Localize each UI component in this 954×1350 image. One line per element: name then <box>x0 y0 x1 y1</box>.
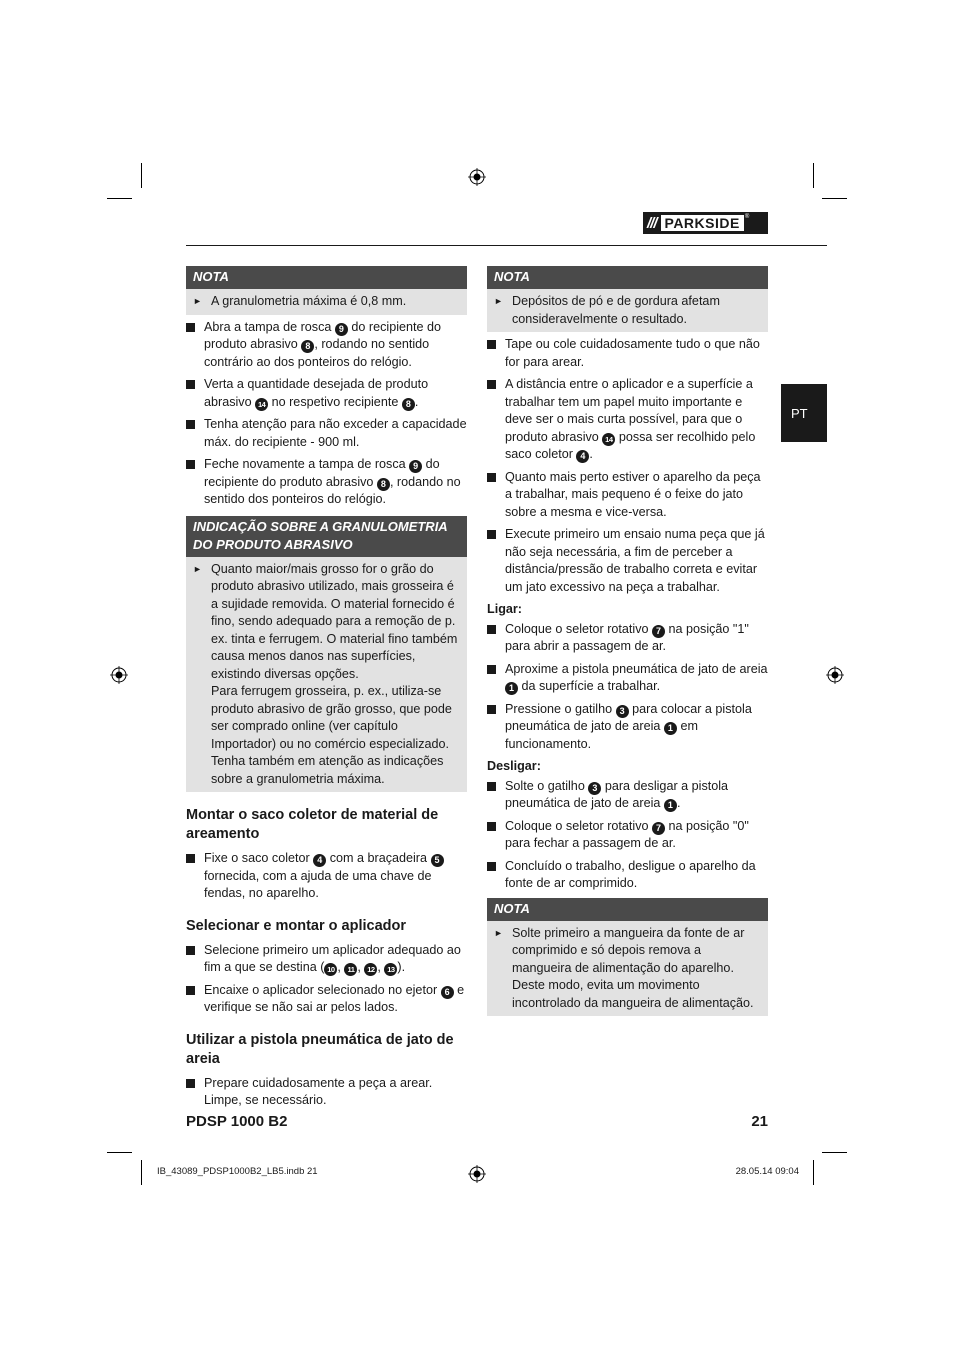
slug-date: 28.05.14 09:04 <box>735 1166 799 1177</box>
page-number: 21 <box>751 1113 768 1130</box>
crop-mark <box>141 163 142 188</box>
list-item: Execute primeiro um ensaio numa peça que já não seja necessária, a fim de perceber a distância/pressão de trabalho correta e evitar um jato excessivo na peça a trabalhar. <box>487 526 768 596</box>
left-column <box>186 266 467 1110</box>
list-item: Coloque o seletor rotativo 7 na posição "0" para fechar a passagem de ar. <box>487 818 768 853</box>
list-item: Pressione o gatilho 3 para colocar a pistola pneumática de jato de areia 1 em funcionamento. <box>487 701 768 754</box>
bullet-icon <box>487 530 496 539</box>
registration-mark-icon <box>468 1165 486 1183</box>
section-heading: Selecionar e montar o aplicador <box>186 917 406 934</box>
crop-mark <box>813 1160 814 1185</box>
crop-mark <box>141 1160 142 1185</box>
list-item: Aproxime a pistola pneumática de jato de areia 1 da superfície a trabalhar. <box>487 661 768 696</box>
parkside-logo: /// PARKSIDE ® <box>643 212 768 234</box>
note-box: INDICAÇÃO SOBRE A GRANULOMETRIA DO PRODUTO ABRASIVO ► Quanto maior/mais grosso for o grão do produto abrasivo utilizado, mais grosseira é a sujidade removida. O material fornecido é fino, sendo adequado para a remoção de p. ex. tinta e ferrugem. O material fino também causa menos danos nas superfícies, existindo diversas opções. Para ferrugem grosseira, p. ex., utiliza-se produto abrasivo de grão grosso, que pode ser comprado online (ver capítulo Importador) ou no comércio especializado. Tenha também em atenção as indicações sobre a granulometria máxima. <box>186 516 467 793</box>
note-title: INDICAÇÃO SOBRE A GRANULOMETRIA DO PRODUTO ABRASIVO <box>186 516 467 557</box>
crop-mark <box>107 198 132 199</box>
bullet-icon <box>186 986 195 995</box>
list-item: Solte o gatilho 3 para desligar a pistola pneumática de jato de areia 1 . <box>487 778 768 813</box>
bullet-icon <box>186 420 195 429</box>
arrow-icon: ► <box>193 563 202 574</box>
list-item: Concluído o trabalho, desligue o aparelho da fonte de ar comprimido. <box>487 858 768 893</box>
note-box: NOTA ► Depósitos de pó e de gordura afetam consideravelmente o resultado. <box>487 266 768 332</box>
bullet-icon <box>487 380 496 389</box>
slug-file: IB_43089_PDSP1000B2_LB5.indb 21 <box>157 1166 318 1177</box>
list-item: Tape ou cole cuidadosamente tudo o que não for para arear. <box>487 336 768 371</box>
section-heading: Montar o saco coletor de material de areamento <box>186 807 439 842</box>
bullet-icon <box>487 705 496 714</box>
crop-mark <box>822 1152 847 1153</box>
registration-mark-icon <box>826 666 844 684</box>
note-title: NOTA <box>186 266 467 289</box>
registration-mark-icon <box>110 666 128 684</box>
bullet-icon <box>487 782 496 791</box>
subheading-ligar: Ligar: <box>487 602 522 616</box>
note-title: NOTA <box>487 898 768 921</box>
arrow-icon: ► <box>494 927 503 938</box>
bullet-icon <box>487 822 496 831</box>
bullet-icon <box>186 323 195 332</box>
bullet-icon <box>487 473 496 482</box>
list-item: Selecione primeiro um aplicador adequado ao fim a que se destina ( 10 , 11 , 12 , 13 ). <box>186 942 467 977</box>
list-item: Feche novamente a tampa de rosca 9 do recipiente do produto abrasivo 8 , rodando no sentido dos ponteiros do relógio. <box>186 456 467 509</box>
arrow-icon: ► <box>193 296 202 306</box>
right-column <box>487 266 768 1016</box>
subheading-desligar: Desligar: <box>487 759 541 773</box>
crop-mark <box>822 198 847 199</box>
bullet-icon <box>487 665 496 674</box>
bullet-icon <box>186 854 195 863</box>
logo-text: PARKSIDE <box>661 215 744 231</box>
list-item: Verta a quantidade desejada de produto abrasivo 14 no respetivo recipiente 8 . <box>186 376 467 411</box>
header-rule <box>186 245 827 246</box>
list-item: Prepare cuidadosamente a peça a arear. Limpe, se necessário. <box>186 1075 467 1110</box>
note-box: NOTA ► Solte primeiro a mangueira da fonte de ar comprimido e só depois remova a mangueira de alimentação do aparelho. Deste modo, evita um movimento incontrolado da mangueira de alimentação. <box>487 898 768 1017</box>
list-item: Coloque o seletor rotativo 7 na posição "1" para abrir a passagem de ar. <box>487 621 768 656</box>
arrow-icon: ► <box>494 296 503 306</box>
list-item: Fixe o saco coletor 4 com a braçadeira 5 fornecida, com a ajuda de uma chave de fendas, no aparelho. <box>186 850 467 903</box>
section-heading: Utilizar a pistola pneumática de jato de areia <box>186 1031 454 1067</box>
language-tab: PT <box>781 384 827 442</box>
bullet-icon <box>487 340 496 349</box>
bullet-icon <box>186 460 195 469</box>
bullet-icon <box>487 862 496 871</box>
bullet-icon <box>186 1079 195 1088</box>
list-item: Quanto mais perto estiver o aparelho da peça a trabalhar, mais pequeno é o feixe do jato sobre a mesma e vice-versa. <box>487 469 768 522</box>
registration-mark-icon <box>468 168 486 186</box>
crop-mark <box>813 163 814 188</box>
list-item: Encaixe o aplicador selecionado no ejetor 6 e verifique se não sai ar pelos lados. <box>186 982 467 1017</box>
crop-mark <box>107 1152 132 1153</box>
note-box: NOTA ► A granulometria máxima é 0,8 mm. <box>186 266 467 315</box>
bullet-icon <box>186 380 195 389</box>
list-item: A distância entre o aplicador e a superfície a trabalhar tem um papel muito importante e deve ser o mais curta possível, para que o produto abrasivo 14 possa ser recolhido pelo saco coletor 4 . <box>487 376 768 464</box>
footer-model: PDSP 1000 B2 <box>186 1113 288 1130</box>
note-title: NOTA <box>487 266 768 289</box>
bullet-icon <box>487 625 496 634</box>
bullet-icon <box>186 946 195 955</box>
list-item: Tenha atenção para não exceder a capacidade máx. do recipiente - 900 ml. <box>186 416 467 451</box>
list-item: Abra a tampa de rosca 9 do recipiente do produto abrasivo 8 , rodando no sentido contrário ao dos ponteiros do relógio. <box>186 319 467 372</box>
